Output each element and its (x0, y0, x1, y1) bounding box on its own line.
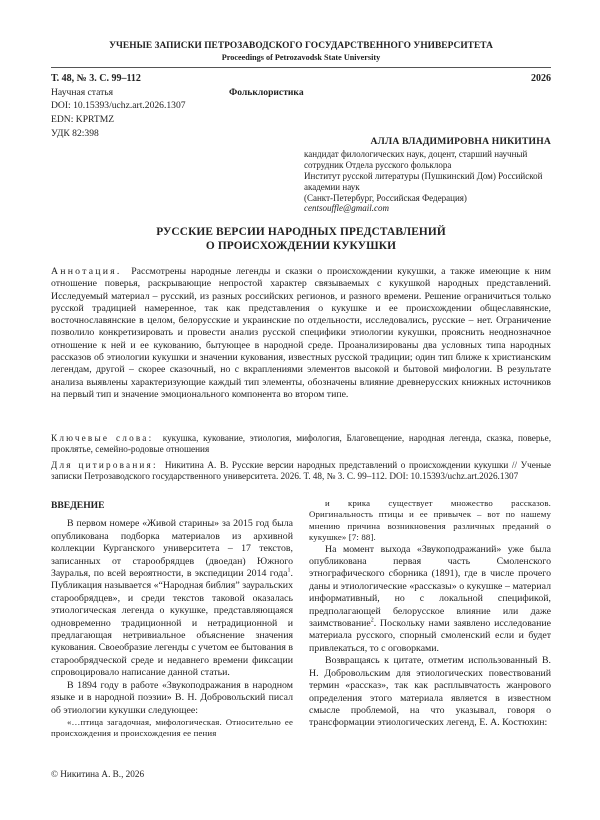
author-name: АЛЛА ВЛАДИМИРОВНА НИКИТИНА (370, 136, 551, 147)
body-column-right (309, 498, 551, 730)
keywords-text: кукушка, кукование, этиология, мифология, Благовещение, народная легенда, сказка, поверье, проклятье, семейно-родовые отношения (51, 433, 551, 455)
doi: DOI: 10.15393/uchz.art.2026.1307 (51, 100, 186, 112)
citation-label: Для цитирования: (51, 460, 158, 470)
article-meta (51, 72, 551, 141)
journal-title: УЧЕНЫЕ ЗАПИСКИ ПЕТРОЗАВОДСКОГО ГОСУДАРСТВЕННОГО УНИВЕРСИТЕТА (109, 41, 493, 51)
paragraph-3: На момент выхода «Звукоподражаний» уже была опубликована первая часть Смоленского этнографического сборника (1891), где в числе прочего даны и этиологические «рассказы» о кукушке – материал информативный, но с локальной спецификой, предполагающей белорусское влияние или даже заимствование$^2$. Поскольку нами заявлено исследование материала русского, спорный смоленский если и будет привлекаться, то с оговорками. (309, 543, 551, 654)
keywords (51, 433, 551, 456)
author-affiliation: Институт русской литературы (Пушкинский Дом) Российской академии наук (304, 170, 543, 192)
author-block (304, 137, 551, 214)
udk: УДК 82:398 (51, 127, 99, 139)
citation-text: Никитина А. В. Русские версии народных представлений о происхождении кукушки // Ученые записки Петрозаводского государственного университета. 2026. Т. 48, № 3. С. 99–112. DOI: 10.15393/uchz.art.2026.1307 (51, 460, 551, 482)
issue-info: Т. 48, № 3. С. 99–112 (51, 73, 141, 84)
paragraph-2: В 1894 году в работе «Звукоподражания в народном языке и в народной поэзии» В. Н. Добровольский писал об этиологии кукушки следующее: (51, 679, 293, 716)
abstract-text: Рассмотрены народные легенды и сказки о происхождении кукушки, а также имеющие к ним отношение поверья, раскрывающие непростой характер связываемых с кукушкой народных представлений. Исследуемый материал – русский, из разных российских регионов, и разного времени. Решение ограничиться только русской традицией намеренное, так как представления о кукушке и ее происхождении общеславянские, восточнославянские в целом, белорусские и украинские по отдельности, исследовались, русские – нет. Ограничение позволило конкретизировать и провести анализ русской специфики этиологии кукушки, прояснить неоднозначное отношение к ней и ее кукованию, бытующее в народной среде. Проанализированы два условных типа народных рассказов об этиологии кукушки и значении кукования, известных русской традиции; один тип ближе к христианским легендам, другой – скорее сказочный, но с вкраплениями элементов высокой и бытовой мифологии. В результате анализа выявлены характеризующие каждый тип элементы, обозначены влияние древнерусских книжных источников на первый тип и значение эмоционального компонента во втором типе. (51, 266, 551, 400)
author-email[interactable]: centsouffle@gmail.com (304, 203, 390, 214)
abstract-label: Аннотация. (51, 266, 122, 277)
footnote-ref-1[interactable]: 1 (287, 567, 291, 574)
edn: EDN: KPRTMZ (51, 114, 115, 126)
abstract (51, 266, 551, 401)
paragraph-4: Возвращаясь к цитате, отметим использованный В. Н. Добровольским для этиологических повествований термин «рассказ», так как расплывчатость жанрового определения этого материала является в известном смысле проблемой, на что указывал, говоря о трансформации этиологических легенд, Е. А. Костюхин: (309, 655, 551, 729)
journal-subtitle: Proceedings of Petrozavodsk State University (221, 53, 381, 62)
author-location: (Санкт-Петербург, Российская Федерация) (304, 192, 467, 203)
footnote-ref-2[interactable]: 2 (370, 617, 374, 624)
article-title (51, 225, 551, 253)
block-quote-start: «…птица загадочная, мифологическая. Относительно ее происхождения и происхождения ее пения (51, 716, 293, 739)
title-line-2: О ПРОИСХОЖДЕНИИ КУКУШКИ (205, 240, 397, 252)
copyright: © Никитина А. В., 2026 (51, 769, 145, 779)
citation (51, 460, 551, 483)
journal-header (51, 40, 551, 63)
article-section: Фольклористика (229, 87, 304, 98)
paragraph-1: В первом номере «Живой старины» за 2015 год была опубликована подборка материалов из архивной коллекции Курганского университета – 17 текстов, записанных от старообрядцев (двоедан) Южного Зауралья, по всей вероятности, в экспедиции 2014 года$^1$. Публикация называется «“Народная библия” зауральских старообрядцев», и среди текстов таковой оказалась этиологическая легенда о кукушке, представляющаяся одновременно традиционной и нетрадиционной и предлагающая нетривиальное объяснение значения кукования. Своеобразие легенды с учетом ее бытования в старообрядческой среде и недавнего времени фиксации спровоцировало написание данной статьи. (51, 518, 293, 679)
keywords-label: Ключевые слова: (51, 433, 154, 443)
title-line-1: РУССКИЕ ВЕРСИИ НАРОДНЫХ ПРЕДСТАВЛЕНИЙ (156, 226, 446, 238)
header-divider (51, 67, 551, 68)
issue-year: 2026 (531, 73, 551, 84)
body-column-left (51, 500, 293, 740)
section-heading: ВВЕДЕНИЕ (51, 500, 105, 511)
block-quote-end: и крика существует множество рассказов. Оригинальность птицы и ее привычек – вот по нашему мнению причина возникновения различных преданий о кукушке» [7: 88]. (309, 498, 551, 543)
author-degree: кандидат филологических наук, доцент, старший научный сотрудник Отдела русского фольклора (304, 148, 528, 170)
article-type: Научная статья (51, 86, 114, 98)
